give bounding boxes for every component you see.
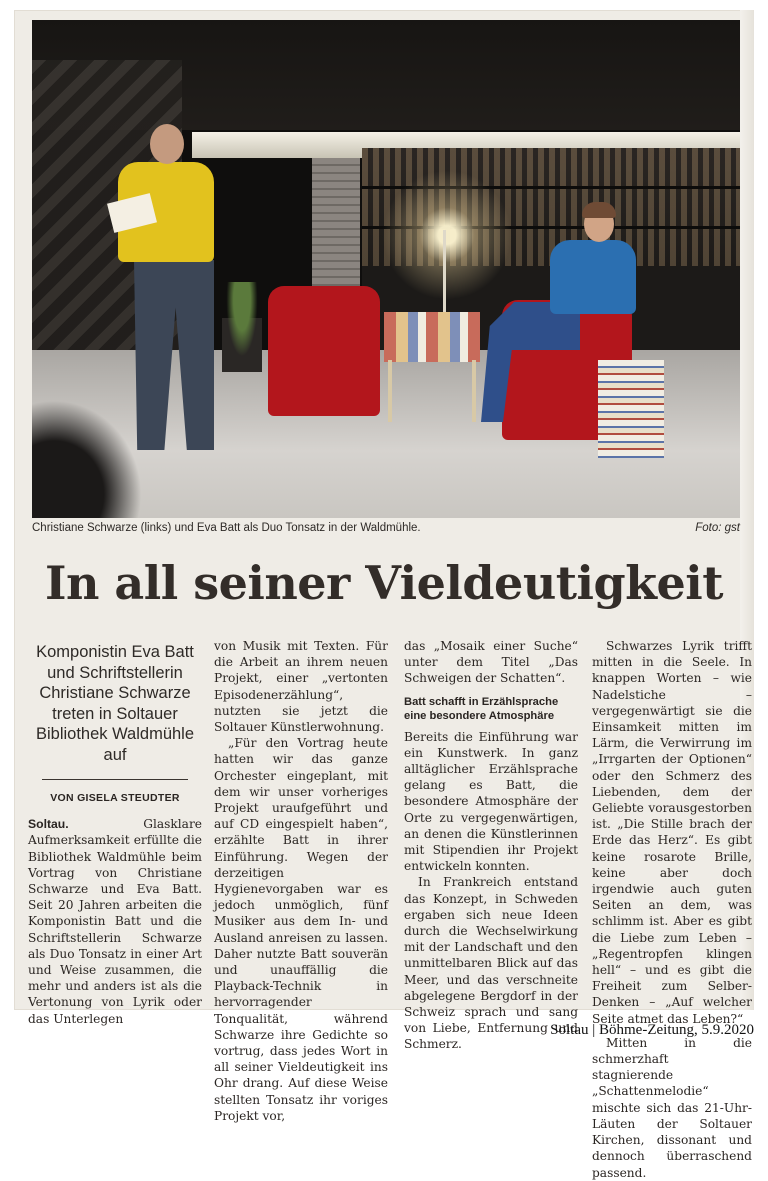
paragraph-5: Bereits die Einführung war ein Kunstwerk. In ganz alltäglicher Erzählsprache gelang es Batt, die besondere Atmosphäre der Orte zu vergegenwärtigen, an denen die Künstlerinnen mit Stipendien ihr Projekt entwickeln konnten. (404, 729, 578, 874)
paragraph-1: Soltau. Glasklare Aufmerksamkeit erfüllte die Bibliothek Waldmühle beim Vortrag von Christiane Schwarze und Eva Batt. Seit 20 Jahren arbeiten die Komponistin Batt und die Schriftstellerin Schwarze als Duo Tonsatz in einer Art und Weise zusammen, die mehr und anders ist als die Vertonung von Lyrik oder das Unterlegen (28, 817, 202, 1026)
paragraph-4: das „Mosaik einer Suche“ unter dem Titel „Das Schweigen der Schatten“. (404, 639, 578, 686)
column-3 (404, 638, 578, 1053)
article-photo (32, 20, 740, 518)
paragraph-6: In Frankreich entstand das Konzept, in Schweden ergaben sich neue Ideen durch die Wechselwirkung mit der Landschaft und den unmittelbaren Blick auf das Meer, und das verschneite abgelegene Bergdorf in der Schweiz sprach und sang von Liebe, Entfernung und Schmerz. (404, 875, 578, 1052)
brick-pillar (312, 158, 360, 298)
headline: In all seiner Vieldeutigkeit (44, 556, 724, 610)
source-line: Soltau | Böhme-Zeitung, 5.9.2020 (550, 1022, 754, 1038)
floor-lamp (443, 230, 446, 320)
side-table (384, 312, 480, 362)
column-1 (28, 638, 202, 1027)
paragraph-7: Schwarzes Lyrik trifft mitten in die Seele. In knappen Worten – wie Nadelstiche – vergegenwärtigt sie die Einsamkeit mitten im Lärm, die Verwirrung im „Irrgarten der Optionen“ oder den Schmerz des Liebenden, dem der Geliebte vorausgestorben ist. „Die Stille brach der Erde das Herz“. Es gibt keine rosarote Brille, keine aber doch irgendwie auch guten Seiten an dem, was schlimm ist. Aber es gibt die Liebe zum Leben – „Regentropfen klingen hell“ – und es gibt die Freiheit zum Selber-Denken – „Auf welcher Seite atmet das Leben?“ (592, 639, 752, 1026)
column-2 (214, 638, 388, 1124)
book-stack (598, 360, 664, 458)
subheading: Batt schafft in Erzählsprache eine besondere Atmosphäre (404, 695, 559, 722)
red-armchair-left (268, 286, 380, 416)
paragraph-2: von Musik mit Texten. Für die Arbeit an ihrem neuen Projekt, einer „vertonten Episodenerzählung“, nutzten sie jetzt die Soltauer Künstlerwohnung. (214, 639, 388, 735)
photo-caption: Christiane Schwarze (links) und Eva Batt als Duo Tonsatz in der Waldmühle. (32, 522, 421, 534)
author-byline: VON GISELA STEUDTER (50, 792, 180, 804)
photo-caption-row (32, 522, 740, 540)
lamp-light (382, 170, 512, 300)
dateline: Soltau. (28, 817, 69, 832)
teaser: Komponistin Eva Batt und Schriftstellerin Christiane Schwarze treten in Soltauer Bibliothek Waldmühle auf (35, 643, 195, 764)
divider (42, 779, 188, 780)
potted-plant (222, 282, 262, 372)
column-4 (592, 638, 752, 1181)
paragraph-3: „Für den Vortrag heute hatten wir das ganze Orchester eingeplant, mit dem wir unser vorheriges Projekt uraufgeführt und auf CD eingespielt haben“, erzählte Batt in ihrer Einführung. Wegen der derzeitigen Hygienevorgaben war es jedoch unmöglich, fünf Musiker aus dem In- und Ausland anreisen zu lassen. Daher nutzte Batt souverän und unauffällig die Playback-Technik in hervorragender Tonqualität, während Schwarze ihre Gedichte so vortrug, dass jedes Wort in all seiner Vieldeutigkeit ins Ohr drang. Auf diese Weise stellten Tonsatz ihr voriges Projekt vor, (214, 736, 388, 1123)
photo-credit: Foto: gst (695, 522, 740, 534)
paragraph-8: Mitten in die schmerzhaft stagnierende „Schattenmelodie“ mischte sich das 21-Uhr-Läuten der Soltauer Kirchen, dissonant und dennoch überraschend passend. (592, 1035, 752, 1180)
